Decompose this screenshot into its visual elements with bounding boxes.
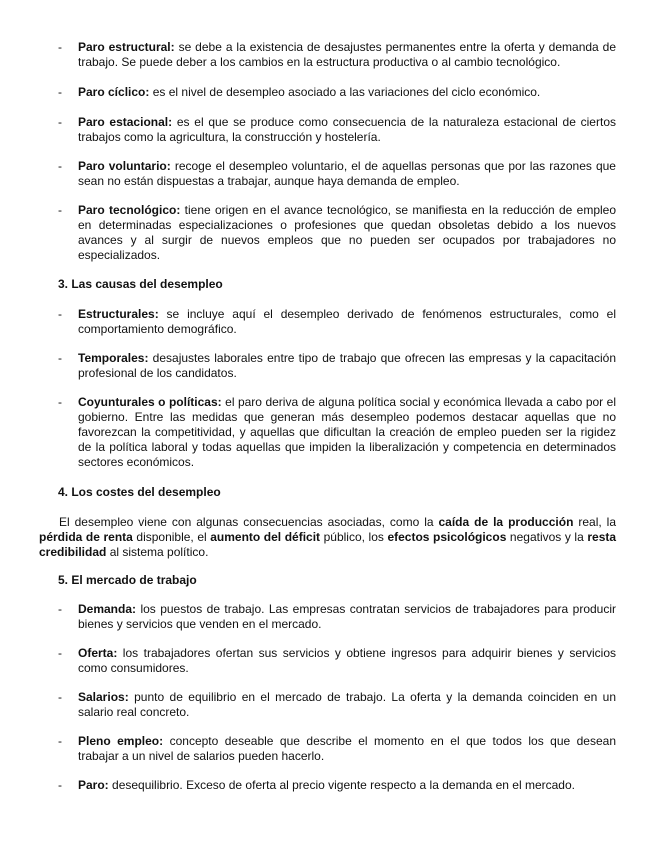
- bullet-dash: -: [58, 85, 62, 99]
- definition: es el nivel de desempleo asociado a las variaciones del ciclo económico.: [149, 85, 541, 99]
- bullet-dash: -: [58, 203, 62, 217]
- bullet-dash: -: [58, 734, 62, 748]
- list-item-paro: [58, 778, 616, 793]
- bullet-dash: -: [58, 778, 62, 792]
- text-run: al sistema político.: [106, 545, 209, 559]
- term: Pleno empleo:: [78, 734, 164, 748]
- bold-run: efectos psicológicos: [387, 530, 507, 544]
- bullet-dash: -: [58, 646, 62, 660]
- text-run: negativos y la: [506, 530, 588, 544]
- list-item-paro-estacional: [58, 115, 616, 145]
- bullet-dash: -: [58, 115, 62, 129]
- term: Estructurales:: [78, 307, 159, 321]
- section-heading-costes: 4. Los costes del desempleo: [58, 485, 221, 499]
- text-run: disponible, el: [132, 530, 211, 544]
- list-item-pleno-empleo: [58, 734, 616, 764]
- term: Oferta:: [78, 646, 118, 660]
- term: Paro estacional:: [78, 115, 173, 129]
- list-item-temporales: [58, 351, 616, 381]
- definition: recoge el desempleo voluntario, el de aquellas personas que por las razones que sean no están dispuestas a trabajar, aunque haya demanda de empleo.: [78, 159, 616, 188]
- list-item-estructurales: [58, 307, 616, 337]
- term: Paro tecnológico:: [78, 203, 181, 217]
- definition: desajustes laborales entre tipo de trabajo que ofrecen las empresas y la capacitación profesional de los candidatos.: [78, 351, 616, 380]
- definition: desequilibrio. Exceso de oferta al precio vigente respecto a la demanda en el mercado.: [108, 778, 575, 792]
- list-item-coyunturales: [58, 395, 616, 470]
- list-item-paro-voluntario: [58, 159, 616, 189]
- bold-run: pérdida de renta: [39, 530, 133, 544]
- list-item-demanda: [58, 602, 616, 632]
- section-heading-mercado: 5. El mercado de trabajo: [58, 573, 197, 587]
- text-run: público, los: [320, 530, 388, 544]
- list-item-salarios: [58, 690, 616, 720]
- definition: se incluye aquí el desempleo derivado de fenómenos estructurales, como el comportamiento demográfico.: [78, 307, 616, 336]
- definition: los trabajadores ofertan sus servicios y obtiene ingresos para adquirir bienes y servicios como consumidores.: [78, 646, 616, 675]
- definition: se debe a la existencia de desajustes permanentes entre la oferta y demanda de trabajo. Se puede deber a los cambios en la estructura productiva o al cambio tecnológico.: [78, 40, 616, 69]
- bold-run: caída de la producción: [438, 515, 574, 529]
- definition: concepto deseable que describe el momento en el que todos los que desean trabajar a un nivel de salarios pueden hacerlo.: [78, 734, 616, 763]
- term: Paro:: [78, 778, 109, 792]
- definition: es el que se produce como consecuencia de la naturaleza estacional de ciertos trabajos como la agricultura, la construcción y hostelería.: [78, 115, 616, 144]
- bullet-dash: -: [58, 395, 62, 409]
- bullet-dash: -: [58, 40, 62, 54]
- bold-run: aumento del déficit: [210, 530, 321, 544]
- bullet-dash: -: [58, 307, 62, 321]
- bullet-dash: -: [58, 351, 62, 365]
- term: Salarios:: [78, 690, 129, 704]
- term: Coyunturales o políticas:: [78, 395, 222, 409]
- list-item-paro-estructural: [58, 40, 616, 70]
- bullet-dash: -: [58, 159, 62, 173]
- definition: el paro deriva de alguna política social y económica llevada a cabo por el gobierno. Entre las medidas que generan más desempleo podemos destacar aquellas que no favorezcan la competitividad, y aquellas que dificultan la creación de empleo pueden ser la rigidez de la política laboral y todas aquellas que impiden la liberalización y competencia en determinados sectores económicos.: [78, 395, 616, 469]
- term: Temporales:: [78, 351, 149, 365]
- term: Paro cíclico:: [78, 85, 150, 99]
- list-item-oferta: [58, 646, 616, 676]
- costes-paragraph: [39, 515, 616, 560]
- term: Paro voluntario:: [78, 159, 171, 173]
- definition: los puestos de trabajo. Las empresas contratan servicios de trabajadores para producir bienes y servicios que venden en el mercado.: [78, 602, 616, 631]
- definition: punto de equilibrio en el mercado de trabajo. La oferta y la demanda coinciden en un salario real concreto.: [78, 690, 616, 719]
- term: Paro estructural:: [78, 40, 175, 54]
- bold-run: resta credibilidad: [39, 530, 617, 559]
- bullet-dash: -: [58, 690, 62, 704]
- section-heading-causas: 3. Las causas del desempleo: [58, 277, 223, 291]
- list-item-paro-ciclico: [58, 85, 616, 100]
- term: Demanda:: [78, 602, 137, 616]
- text-run: real, la: [573, 515, 617, 529]
- bullet-dash: -: [58, 602, 62, 616]
- definition: tiene origen en el avance tecnológico, se manifiesta en la reducción de empleo en determinadas especializaciones o profesiones que quedan obsoletas debido a los nuevos avances y al surgir de nuevos empleos que no pueden ser ocupados por trabajadores no especializados.: [78, 203, 617, 262]
- list-item-paro-tecnologico: [58, 203, 617, 263]
- text-run: El desempleo viene con algunas consecuencias asociadas, como la: [59, 515, 439, 529]
